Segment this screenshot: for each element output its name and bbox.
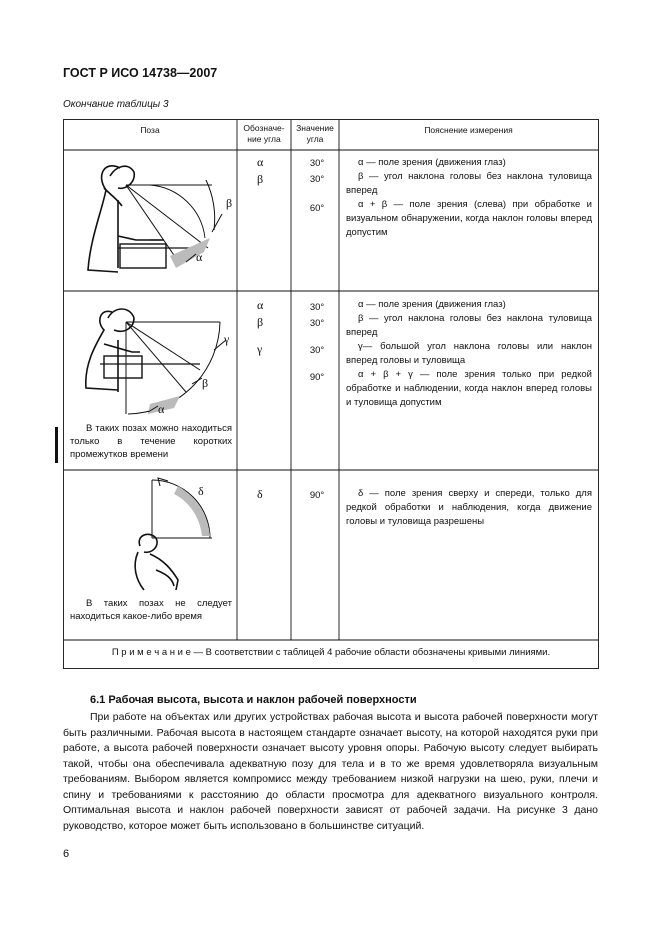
angle-symbol: δ (257, 487, 263, 501)
angle-value: 30° (309, 318, 325, 329)
section-body (63, 710, 598, 834)
angle-symbol: α (257, 298, 264, 312)
pose-caption: В таких позах можно находиться только в течение коротких промежутков времени (70, 423, 232, 460)
figure-label-beta: β (226, 196, 233, 210)
explanation-line: β — угол наклона головы без наклона туловища вперед (346, 313, 592, 338)
explanation-line: δ — поле зрения сверху и спереди, только для редкой обработки и наблюдения, когда движение головы и туловища разрешены (346, 488, 592, 527)
figure-label-beta: β (202, 376, 209, 390)
table-caption: Окончание таблицы 3 (63, 99, 169, 110)
angle-value: 90° (309, 372, 325, 383)
note-label: П р и м е ч а н и е (111, 647, 191, 658)
margin-mark (55, 427, 58, 463)
explanation-line: α — поле зрения (движения глаз) (358, 299, 506, 310)
angle-symbol: α (257, 155, 264, 169)
angle-value: 30° (309, 174, 325, 185)
explanation-line: β — угол наклона головы без наклона туловища вперед (346, 171, 592, 196)
explanation-line: α — поле зрения (движения глаз) (358, 157, 506, 168)
explanation-line: α + β — поле зрения (слева) при обработке и визуальном обнаружении, когда наклон головы вперед допустим (346, 199, 592, 238)
pose-caption: В таких позах не следует находиться какое-либо время (70, 598, 232, 622)
explanation-line: γ— большой угол наклона головы или наклон вперед головы и туловища (346, 341, 592, 366)
col-header-value-line1: Значение (296, 123, 334, 133)
section-title: 6.1 Рабочая высота, высота и наклон рабочей поверхности (90, 694, 417, 706)
angle-value: 60° (309, 203, 325, 214)
angle-symbol: γ (257, 342, 263, 356)
col-header-symbol-line1: Обозначе- (243, 123, 285, 133)
figure-label-delta: δ (198, 484, 204, 498)
shaded-area-3 (174, 486, 210, 536)
posture-figure-3 (135, 534, 178, 590)
explanation-cell (346, 156, 592, 240)
angle-value: 30° (309, 345, 325, 356)
document-header: ГОСТ Р ИСО 14738—2007 (63, 66, 218, 80)
posture-figure-2 (86, 309, 200, 392)
page-number: 6 (63, 848, 70, 860)
figure-label-alpha: α (158, 402, 165, 416)
col-header-value-line2: угла (306, 134, 324, 144)
note-text: — В соответствии с таблицей 4 рабочие области обозначены кривыми линиями. (193, 647, 551, 658)
explanation-cell (346, 487, 592, 529)
angle-value: 30° (309, 302, 325, 313)
col-header-explanation: Пояснение измерения (424, 125, 513, 135)
explanation-cell (346, 298, 592, 410)
angle-symbol: β (257, 315, 264, 329)
col-header-symbol-line2: ние угла (247, 134, 281, 144)
figure-label-gamma: γ (224, 332, 230, 346)
angle-value: 30° (309, 158, 325, 169)
angle-symbol: β (257, 172, 264, 186)
col-header-pose: Поза (140, 125, 160, 135)
table-note (64, 647, 598, 658)
figure-label-alpha: α (196, 250, 203, 264)
explanation-line: α + β + γ — поле зрения только при редкой обработке и наблюдении, когда наклон вперед головы и туловища допустим (346, 369, 592, 408)
angle-value: 90° (309, 490, 325, 501)
shaded-area-1 (170, 238, 210, 268)
section-paragraph: При работе на объектах или других устройствах рабочая высота и высота рабочей поверхности могут быть различными. Рабочая высота в настоящем стандарте означает высоту, на которой находятся руки при работе, а высота рабочей поверхности означает высоту уровня опоры. Рабочую высоту следует выбирать такой, чтобы она обеспечивала адекватную позу для тела и в то же время удовлетворяла визуальным требованиям. Выбором является компромисс между требованием низкой нагрузки на шею, руки, плечи и спину и требованиями к расстоянию до области просмотра для адекватного визуального контроля. Оптимальная высота и наклон рабочей поверхности зависят от рабочей задачи. На рисунке 3 дано руководство, которое может быть использовано в большинстве ситуаций. (63, 711, 598, 832)
